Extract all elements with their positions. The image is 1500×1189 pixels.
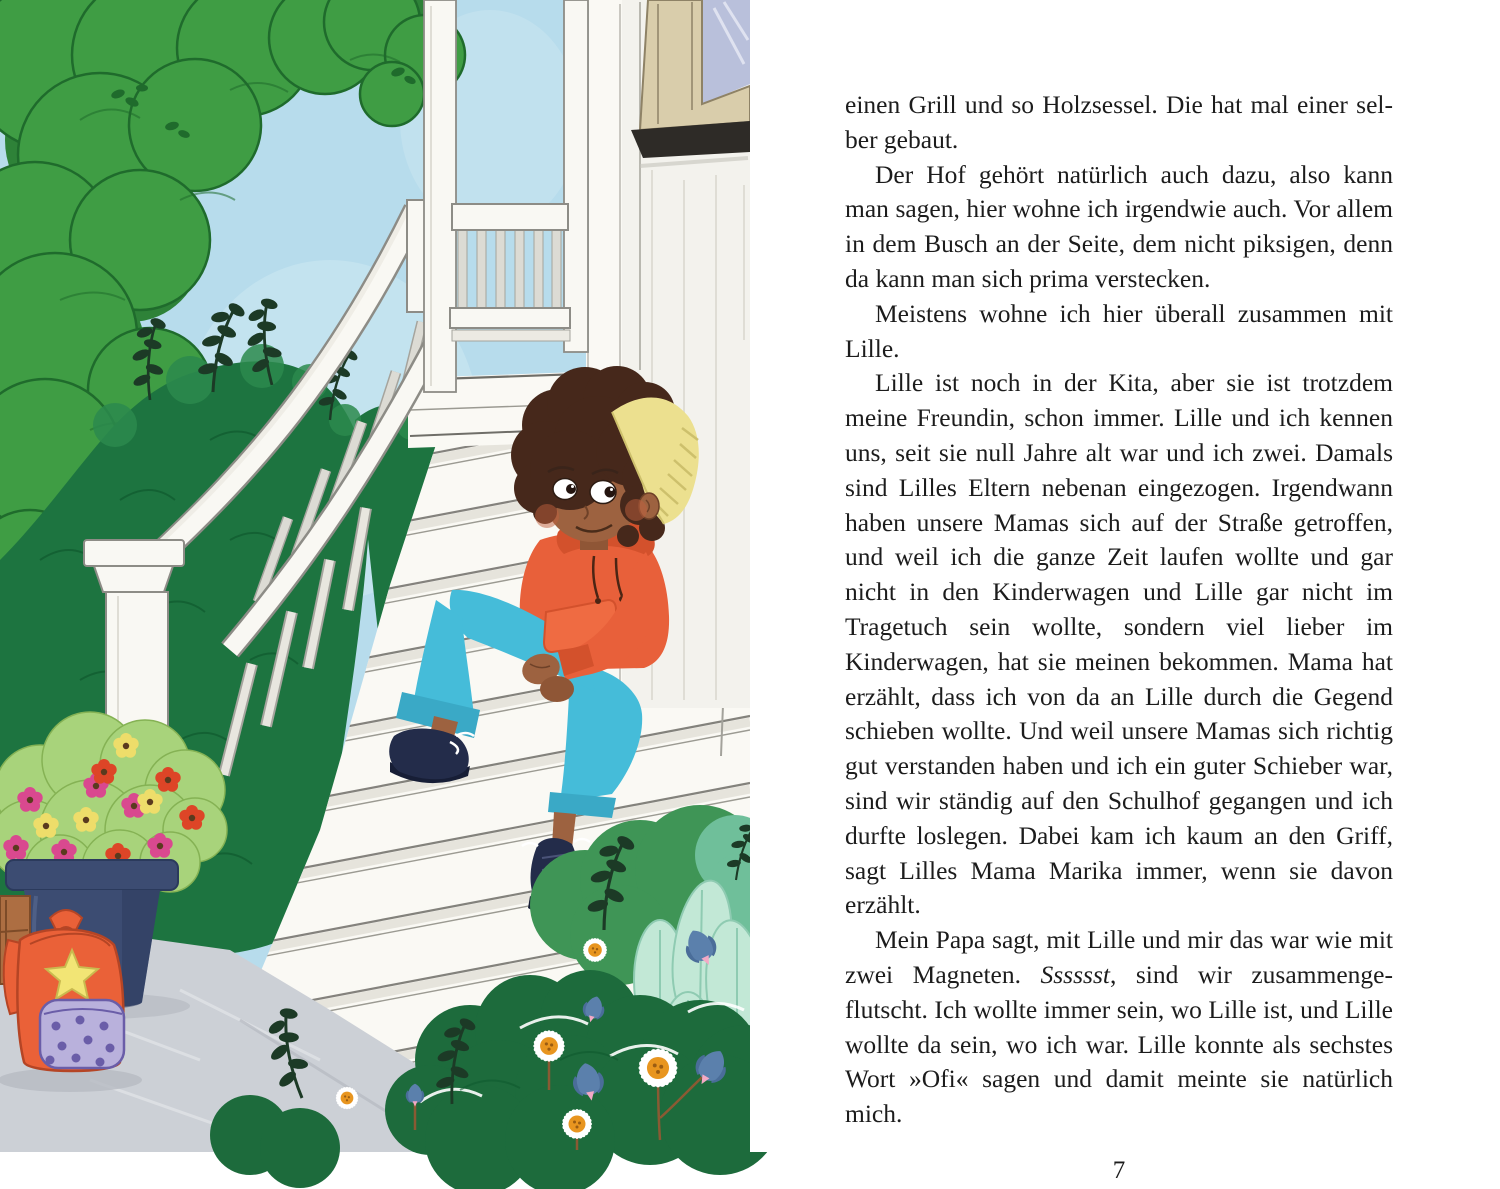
- page-right: [750, 0, 1500, 1184]
- porch-post-left: [424, 0, 456, 392]
- paragraph: [845, 366, 1393, 923]
- paragraph-segment: Lille ist noch in der Kita, aber sie ist trotzdem meine Freundin, schon immer. Lille und ich kennen uns, seit sie null Jahre alt war und ich zwei. Damals sind Lilles Eltern nebenan eingezogen. Irgendwann haben unsere Mamas sich auf der Straße getroffen, und weil ich die ganze Zeit laufen wollte und gar nicht in den Kinderwagen und Lille gar nicht im Tragetuch sein wollte, sondern viel lieber im Kinderwagen, hat sie meinen bekommen. Mama hat erzählt, dass ich von da an Lille durch die Gegend schieben wollte. Und weil unsere Mamas sich richtig gut verstanden haben und ich ein guter Schieber war, sind wir ständig auf den Schulhof gegangen und ich durfte loslegen. Dabei kam ich kaum an den Griff, sagt Lilles Mama Marika immer, wenn sie davon erzählt.: [845, 368, 1393, 920]
- page-left: [0, 0, 750, 1152]
- porch-post-right: [564, 0, 588, 352]
- page-number: 7: [1112, 1156, 1126, 1184]
- paragraph-segment: einen Grill und so Holzsessel. Die hat mal einer selber gebaut.: [845, 90, 1393, 154]
- paragraph-segment: , sind wir zusammengeflutscht. Ich wollte immer sein, wo Lille ist, und Lille wollte da sein, wo ich war. Lille konnte als sechstes Wort »Ofi« sagen und damit meinte sie natürlich mich.: [845, 959, 1393, 1129]
- paragraph: [845, 297, 1393, 367]
- porch-top-rail: [452, 204, 568, 230]
- paragraph: [845, 923, 1393, 1132]
- page-text: [845, 88, 1393, 1132]
- paragraph-italic-segment: Sssssst: [1040, 959, 1110, 989]
- pot-rim: [6, 860, 178, 890]
- porch-bottom-rail: [450, 308, 570, 328]
- paragraph: [845, 88, 1393, 158]
- paragraph-segment: Meistens wohne ich hier überall zusammen mit Lille.: [845, 298, 1393, 363]
- paragraph: [845, 158, 1393, 297]
- paragraph-segment: Mein Papa sagt, mit Lille und mir das war wie mit zwei Magneten.: [845, 925, 1393, 989]
- illustration: [0, 0, 750, 1152]
- paragraph-segment: Der Hof gehört natürlich auch dazu, also kann man sagen, hier wohne ich irgendwie auch. Vor allem in dem Busch an der Seite, dem nicht piksigen, denn da kann man sich prima verstecken.: [845, 159, 1393, 293]
- window: [631, 0, 750, 166]
